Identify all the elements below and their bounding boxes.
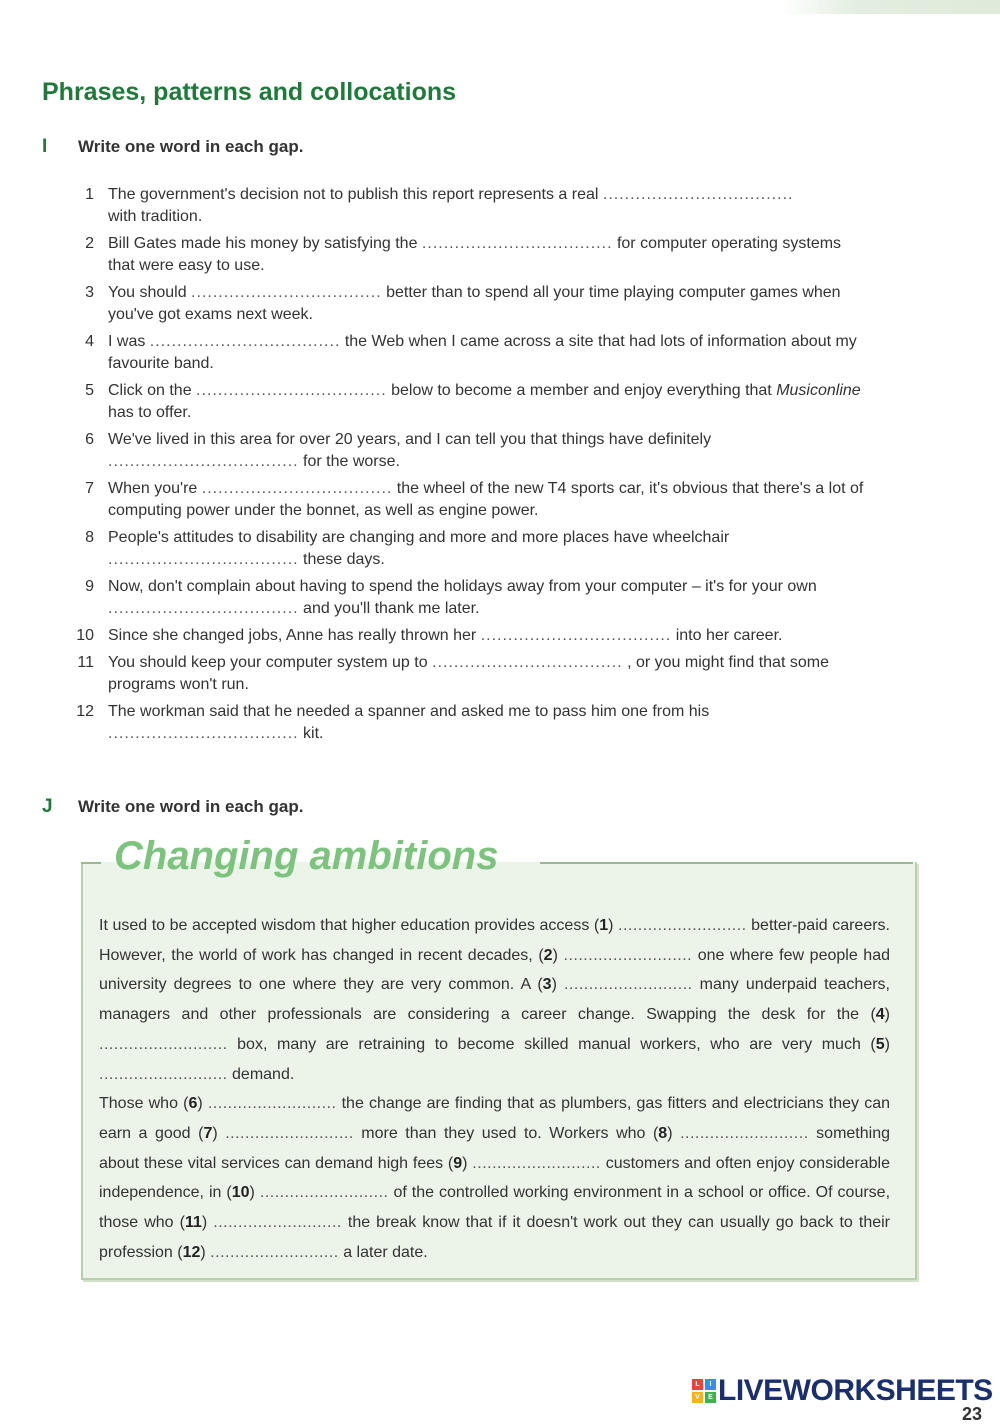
item-text-before: The government's decision not to publish this report represents a real bbox=[108, 186, 603, 203]
exercise-item-4 bbox=[60, 331, 870, 375]
item-text-before: We've lived in this area for over 20 years, and I can tell you that things have definitely bbox=[108, 431, 712, 448]
item-text-after: the Web when I came across a site that had lots of information about my favourite band. bbox=[108, 333, 857, 372]
paragraph-1 bbox=[99, 911, 890, 1089]
item-text-italic: Musiconline bbox=[776, 382, 861, 399]
text-run: the change are finding that as plumbers, gas fitters and electricians they can earn a good ( bbox=[99, 1095, 890, 1142]
gap-number: 2 bbox=[543, 946, 553, 964]
text-run: a later date. bbox=[338, 1243, 428, 1261]
exercise-item-5 bbox=[60, 380, 870, 424]
exercise-item-9 bbox=[60, 576, 870, 620]
text-run: better-paid careers. However, the world of work has changed in recent decades, ( bbox=[99, 917, 891, 964]
gap-number: 12 bbox=[182, 1243, 201, 1261]
item-text-before: Bill Gates made his money by satisfying the bbox=[108, 235, 422, 252]
item-text bbox=[108, 527, 729, 571]
text-run: the break know that if it doesn't work out they can usually go back to their profession ( bbox=[99, 1214, 891, 1261]
exercise-item-8 bbox=[60, 527, 870, 571]
item-text-before: You should bbox=[108, 284, 192, 301]
answer-gap[interactable]: ................................... bbox=[432, 654, 623, 671]
exercise-i-instruction: Write one word in each gap. bbox=[78, 137, 304, 156]
text-run: ) bbox=[249, 1184, 260, 1202]
exercise-j-heading bbox=[42, 796, 303, 818]
item-text-after: into her career. bbox=[671, 627, 783, 644]
answer-gap[interactable]: .......................... bbox=[563, 946, 693, 964]
answer-gap[interactable]: .......................... bbox=[207, 1095, 337, 1113]
item-text bbox=[108, 380, 870, 424]
text-run: more than they used to. Workers who ( bbox=[353, 1124, 659, 1142]
text-run: ) bbox=[667, 1124, 681, 1142]
item-text-before: People's attitudes to disability are changing and more and more places have wheelchair bbox=[108, 529, 730, 546]
item-number: 6 bbox=[85, 431, 94, 448]
answer-gap[interactable]: .......................... bbox=[99, 1035, 228, 1053]
item-text bbox=[108, 233, 870, 277]
item-text bbox=[108, 429, 711, 473]
item-number: 5 bbox=[85, 382, 94, 399]
gap-number: 3 bbox=[542, 976, 552, 994]
gap-number: 1 bbox=[599, 917, 609, 934]
exercise-j-instruction: Write one word in each gap. bbox=[78, 797, 304, 816]
item-text bbox=[108, 625, 782, 647]
text-run: It used to be accepted wisdom that higher education provides access ( bbox=[99, 917, 600, 934]
item-text-after: and you'll thank me later. bbox=[298, 600, 480, 617]
item-number: 11 bbox=[77, 654, 94, 671]
text-run: something about these vital services can demand high fees ( bbox=[99, 1124, 890, 1172]
corner-decoration bbox=[780, 0, 1000, 14]
logo-grid-tile: V bbox=[692, 1392, 703, 1403]
answer-gap[interactable]: .......................... bbox=[210, 1243, 339, 1261]
item-number: 9 bbox=[85, 578, 94, 595]
answer-gap[interactable]: ................................... bbox=[602, 186, 794, 203]
item-text-after: for the worse. bbox=[298, 453, 400, 470]
answer-gap[interactable]: ................................... bbox=[421, 235, 613, 252]
exercise-i-heading bbox=[42, 136, 303, 158]
item-text-before: Click on the bbox=[108, 382, 197, 399]
exercise-j-letter: J bbox=[42, 796, 53, 817]
item-text-before: When you're bbox=[108, 480, 202, 497]
answer-gap[interactable]: ................................... bbox=[108, 453, 299, 470]
answer-gap[interactable]: .......................... bbox=[618, 917, 747, 934]
item-text bbox=[108, 576, 870, 620]
answer-gap[interactable]: ................................... bbox=[480, 627, 672, 644]
gap-number: 5 bbox=[875, 1035, 885, 1053]
exercise-item-10 bbox=[60, 625, 870, 647]
item-text-before: Since she changed jobs, Anne has really thrown her bbox=[108, 627, 481, 644]
answer-gap[interactable]: .......................... bbox=[213, 1214, 342, 1232]
logo-text: LIVEWORKSHEETS bbox=[718, 1374, 993, 1407]
item-text-after: with tradition. bbox=[108, 208, 203, 225]
item-text-before: You should keep your computer system up to bbox=[108, 654, 433, 671]
item-text-after: , or you might find that some programs won't run. bbox=[108, 654, 829, 693]
exercise-i-letter: I bbox=[42, 136, 48, 157]
item-number: 2 bbox=[85, 235, 94, 252]
item-text-after: for computer operating systems that were easy to use. bbox=[108, 235, 842, 274]
item-text-before: Now, don't complain about having to spend the holidays away from your computer – it's for your own bbox=[108, 578, 817, 595]
text-run: ) bbox=[201, 1214, 214, 1232]
gap-number: 6 bbox=[188, 1095, 198, 1113]
text-run: ) bbox=[552, 946, 564, 964]
answer-gap[interactable]: ................................... bbox=[196, 382, 387, 399]
item-text-before: The workman said that he needed a spanner and asked me to pass him one from his bbox=[108, 703, 710, 720]
text-run: ) bbox=[197, 1095, 208, 1113]
logo-grid-tile: E bbox=[705, 1392, 716, 1403]
exercise-item-6 bbox=[60, 429, 870, 473]
exercise-item-1 bbox=[60, 184, 870, 228]
item-text-before: I was bbox=[108, 333, 150, 350]
text-run: customers and often enjoy considerable independence, in ( bbox=[99, 1154, 890, 1202]
item-text bbox=[108, 282, 870, 326]
item-text-after2: has to offer. bbox=[108, 404, 192, 421]
item-text bbox=[108, 701, 709, 745]
text-run: Those who ( bbox=[99, 1095, 189, 1113]
gap-number: 10 bbox=[231, 1184, 250, 1202]
item-text-after: better than to spend all your time playing computer games when you've got exams next week. bbox=[108, 284, 841, 323]
answer-gap[interactable]: ................................... bbox=[108, 725, 299, 742]
item-number: 7 bbox=[85, 480, 94, 497]
item-number: 12 bbox=[76, 703, 94, 720]
item-number: 3 bbox=[85, 284, 94, 301]
exercise-item-3 bbox=[60, 282, 870, 326]
text-run: of the controlled working environment in a school or office. Of course, those who ( bbox=[99, 1184, 891, 1232]
text-run: one where few people had university degrees to one where they are very common. A ( bbox=[99, 946, 891, 994]
gap-number: 8 bbox=[658, 1124, 668, 1142]
paragraph-2 bbox=[99, 1089, 890, 1267]
item-text bbox=[108, 478, 870, 522]
logo-grid-tile: L bbox=[692, 1379, 703, 1390]
gap-number: 4 bbox=[875, 1006, 885, 1024]
item-text-after: the wheel of the new T4 sports car, it's obvious that there's a lot of computing power under the bonnet, as well as engine power. bbox=[108, 480, 864, 519]
gap-number: 9 bbox=[453, 1154, 463, 1172]
item-number: 1 bbox=[85, 186, 94, 203]
box-top-rule-right bbox=[540, 862, 913, 864]
text-run: many underpaid teachers, managers and other professionals are considering a career change. Swapping the desk for the ( bbox=[99, 976, 890, 1024]
box-top-rule-left bbox=[81, 862, 101, 864]
text-run: demand. bbox=[227, 1065, 295, 1083]
exercise-item-2 bbox=[60, 233, 870, 277]
answer-gap[interactable]: ................................... bbox=[108, 551, 299, 568]
text-run: ) bbox=[551, 976, 564, 994]
item-text-after: these days. bbox=[298, 551, 385, 568]
exercise-item-12 bbox=[60, 701, 870, 745]
logo-grid-icon bbox=[692, 1379, 716, 1403]
text-run: ) bbox=[212, 1124, 226, 1142]
exercise-item-7 bbox=[60, 478, 870, 522]
item-text bbox=[108, 184, 793, 228]
text-run: box, many are retraining to become skilled manual workers, who are very much ( bbox=[227, 1035, 876, 1053]
section-title: Phrases, patterns and collocations bbox=[42, 78, 457, 106]
answer-gap[interactable]: .......................... bbox=[99, 1065, 228, 1083]
item-number: 4 bbox=[85, 333, 94, 350]
item-text-after: below to become a member and enjoy everything that bbox=[386, 382, 777, 399]
text-run: ) bbox=[884, 1006, 890, 1024]
item-number: 8 bbox=[85, 529, 94, 546]
answer-gap[interactable]: .......................... bbox=[225, 1124, 354, 1142]
text-run: ) bbox=[200, 1243, 211, 1261]
box-title: Changing ambitions bbox=[114, 834, 499, 878]
text-run: ) bbox=[608, 917, 619, 934]
answer-gap[interactable]: .......................... bbox=[680, 1124, 809, 1142]
answer-gap[interactable]: ................................... bbox=[201, 480, 393, 497]
liveworksheets-logo bbox=[692, 1373, 993, 1409]
page-number: 23 bbox=[962, 1404, 983, 1424]
logo-grid-tile: I bbox=[705, 1379, 716, 1390]
answer-gap[interactable]: ................................... bbox=[108, 600, 299, 617]
answer-gap[interactable]: .......................... bbox=[472, 1154, 601, 1172]
exercise-i-items bbox=[60, 184, 870, 750]
answer-gap[interactable]: .......................... bbox=[259, 1184, 389, 1202]
answer-gap[interactable]: ................................... bbox=[191, 284, 382, 301]
text-run: ) bbox=[462, 1154, 473, 1172]
item-text bbox=[108, 652, 870, 696]
item-text bbox=[108, 331, 870, 375]
answer-gap[interactable]: .......................... bbox=[564, 976, 693, 994]
box-text bbox=[99, 911, 890, 1267]
item-number: 10 bbox=[76, 627, 94, 644]
gap-number: 7 bbox=[203, 1124, 213, 1142]
item-text-after: kit. bbox=[298, 725, 324, 742]
text-run: ) bbox=[884, 1035, 890, 1053]
gap-number: 11 bbox=[184, 1214, 202, 1232]
exercise-item-11 bbox=[60, 652, 870, 696]
answer-gap[interactable]: ................................... bbox=[149, 333, 341, 350]
